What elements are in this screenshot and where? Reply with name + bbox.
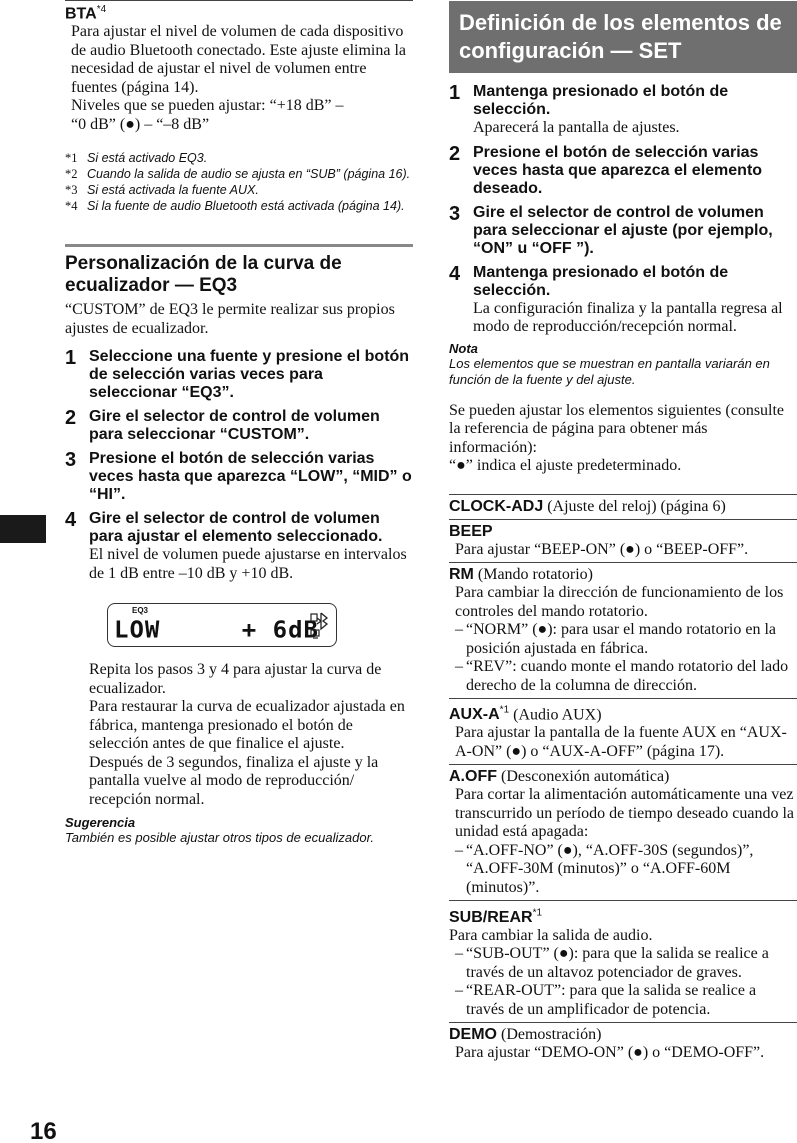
lcd-readout: LOW + 6dB [114, 617, 319, 644]
bta-description: Para ajustar el nivel de volumen de cada dispositivo de audio Bluetooth conectado. Este ajuste elimina la necesidad de ajustar el nivel de volumen entre fuentes (página 14). [71, 23, 407, 96]
section-divider [65, 244, 413, 247]
bta-title: BTA$^{*4}$ [65, 4, 107, 23]
eq3-heading: Personalización de la curva de ecualizador — EQ3 [65, 253, 342, 297]
eq3-step-3: 3 Presione el botón de selección varias veces hasta que aparezca “LOW”, “MID” o “HI”. [65, 449, 412, 504]
set-step-4: 4 Mantenga presionado el botón de selección. La configuración finaliza y la pantalla regresa al modo de reproducción/recepción normal. [449, 262, 783, 335]
bluetooth-status-icon [310, 608, 332, 644]
setting-a-off: A.OFF (Desconexión automática) Para cortar la alimentación automáticamente una vez transcurrido un período de tiempo deseado cuando la unidad está apagada: – “A.OFF-NO” (●), “A.OFF-30S (segundos)”, “A.OFF-30M (minutos)” o “A.OFF-60M (minutos)”. [449, 764, 797, 900]
default-legend: “●” indica el ajuste predeterminado. [449, 457, 682, 474]
eq3-step-4: 4 Gire el selector de control de volumen para ajustar el elemento seleccionado. El nivel de volumen puede ajustarse en intervalos de 1 dB entre –10 dB y +10 dB. [65, 509, 407, 582]
footnotes [65, 150, 413, 214]
setting-demo: DEMO (Demostración) Para ajustar “DEMO-ON” (●) o “DEMO-OFF”. [449, 1022, 797, 1066]
page-number: 16 [30, 1118, 57, 1143]
bta-levels-line2: “0 dB” (●) – “–8 dB” [71, 115, 210, 133]
footnote: *2 Cuando la salida de audio se ajusta en “SUB” (página 16). [65, 167, 411, 182]
set-step-3: 3 Gire el selector de control de volumen para seleccionar el ajuste (por ejemplo, “ON” u “OFF ”). [449, 202, 773, 257]
bta-note-mark: *4 [96, 4, 107, 15]
footnote: *3 Si está activada la fuente AUX. [65, 183, 259, 198]
eq3-step-2: 2 Gire el selector de control de volumen para seleccionar “CUSTOM”. [65, 407, 380, 444]
left-column [65, 0, 413, 846]
bta-levels-line1: Niveles que se pueden ajustar: “+18 dB” – [71, 97, 344, 115]
nota-text: Los elementos que se muestran en pantalla variarán en función de la fuente y del ajuste. [449, 355, 770, 387]
setting-rm: RM (Mando rotatorio) Para cambiar la dirección de funcionamiento de los controles del mando rotatorio. – “NORM” (●): para usar el mando rotatorio en la posición ajustada en fábrica. – “REV”: cuando monte el mando rotatorio del lado derecho de la columna de dirección. [449, 562, 797, 698]
repeat-note: Repita los pasos 3 y 4 para ajustar la curva de ecualizador. [89, 661, 382, 697]
right-column [449, 0, 797, 1066]
tip-title: Sugerencia [65, 815, 136, 831]
bta-item [65, 0, 413, 134]
set-intro: Se pueden ajustar los elementos siguientes (consulte la referencia de página para obtener más información): [449, 401, 785, 456]
eq3-intro: “CUSTOM” de EQ3 le permite realizar sus propios ajustes de ecualizador. [65, 301, 395, 337]
timeout-note: Después de 3 segundos, finaliza el ajuste y la pantalla vuelve al modo de reproducción/ recepción normal. [89, 753, 379, 808]
setting-aux-a: AUX-$A^{*1}$ (Audio AUX) Para ajustar la pantalla de la fuente AUX en “AUX-A-ON” (●) o “AUX-A-OFF” (página 17). [449, 698, 797, 764]
tip-text: También es posible ajustar otros tipos de ecualizador. [65, 830, 375, 846]
setting-beep: BEEP Para ajustar “BEEP-ON” (●) o “BEEP-OFF”. [449, 519, 797, 563]
lcd-display-illustration [107, 603, 337, 647]
section-tab-marker [0, 515, 46, 543]
footnote: *4 Si la fuente de audio Bluetooth está activada (página 14). [65, 199, 405, 214]
eq3-step-1: 1 Seleccione una fuente y presione el botón de selección varias veces para seleccionar “EQ3”. [65, 347, 410, 402]
set-step-2: 2 Presione el botón de selección varias veces hasta que aparezca el elemento deseado. [449, 142, 763, 197]
restore-note: Para restaurar la curva de ecualizador ajustada en fábrica, mantenga presionado el botón de selección antes de que finalice el ajuste. [89, 698, 405, 753]
lcd-eq-label: EQ3 [132, 606, 149, 616]
set-section-banner: Definición de los elementos de configuración — SET [449, 1, 797, 73]
nota-title: Nota [449, 340, 478, 356]
setting-clock-adj: CLOCK-ADJ (Ajuste del reloj) (página 6) [449, 494, 797, 519]
eq3-after-notes [65, 661, 413, 809]
footnote: *1 Si está activado EQ3. [65, 151, 208, 166]
setting-sub-rear: SUB/REAR$^{*1}$ Para cambiar la salida de audio. – “SUB-OUT” (●): para que la salida se realice a través de un altavoz potenciador de graves. – “REAR-OUT”: para que la salida se realice a través de un amplificador de potencia. [449, 900, 797, 1022]
set-step-1: 1 Mantenga presionado el botón de selección. Aparecerá la pantalla de ajustes. [449, 82, 729, 136]
